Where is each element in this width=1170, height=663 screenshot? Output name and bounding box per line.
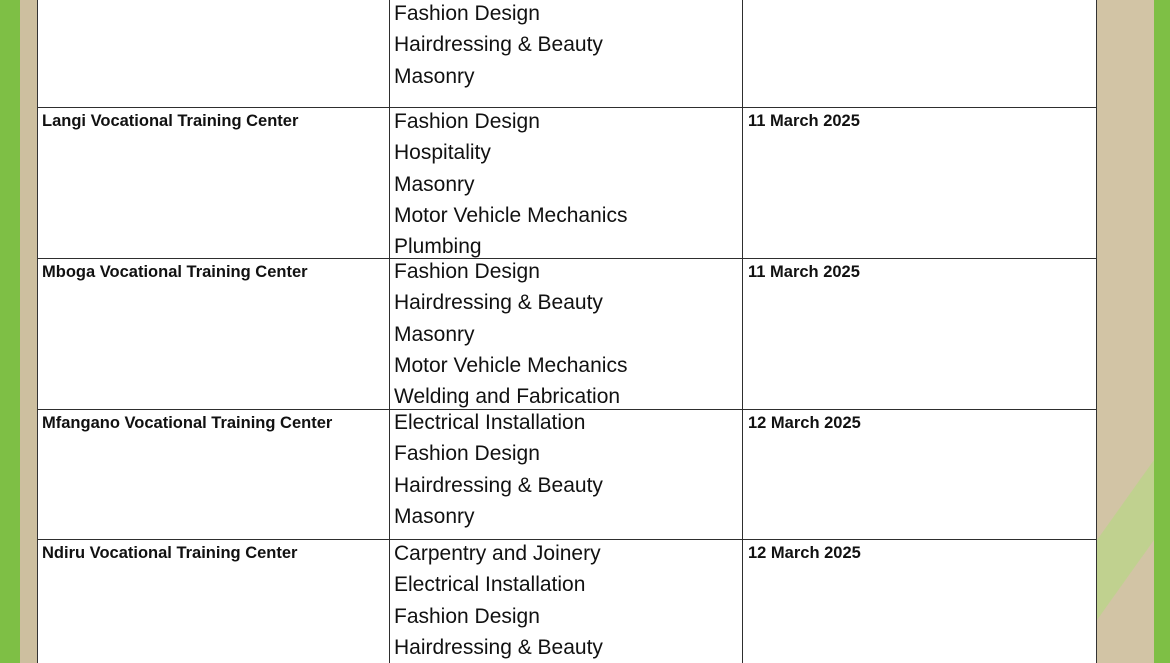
- table-row: [37, 0, 1097, 108]
- center-name: Mfangano Vocational Training Center: [42, 414, 333, 432]
- center-name: Mboga Vocational Training Center: [42, 263, 308, 281]
- course-item: Fashion Design: [394, 260, 540, 283]
- center-name: Ndiru Vocational Training Center: [42, 544, 298, 562]
- course-list: [394, 0, 603, 92]
- course-list: [394, 407, 603, 532]
- course-item: Welding and Fabrication: [394, 385, 621, 409]
- left-green-border: [0, 0, 20, 663]
- course-item: Plumbing: [394, 235, 482, 259]
- table-right-border: [1096, 0, 1097, 663]
- table-row: [37, 108, 1097, 259]
- table-row: [37, 410, 1097, 540]
- right-tan-margin: [1097, 0, 1154, 663]
- course-item: Masonry: [394, 64, 475, 88]
- course-item: Fashion Design: [394, 2, 540, 25]
- interview-date: 11 March 2025: [748, 263, 860, 281]
- table-left-border: [37, 0, 38, 663]
- decorative-green-stripe: [1097, 0, 1154, 663]
- course-item: Masonry: [394, 322, 475, 346]
- right-green-border: [1154, 0, 1170, 663]
- table-row: [37, 540, 1097, 663]
- course-item: Hairdressing & Beauty: [394, 473, 603, 497]
- course-item: Masonry: [394, 504, 475, 528]
- course-list: [394, 256, 627, 412]
- left-tan-margin: [20, 0, 37, 663]
- course-item: Hairdressing & Beauty: [394, 33, 603, 57]
- course-item: Carpentry and Joinery: [394, 542, 601, 565]
- interview-date: 11 March 2025: [748, 112, 860, 130]
- course-item: Fashion Design: [394, 604, 540, 628]
- column-divider: [389, 0, 390, 663]
- schedule-table: [37, 0, 1097, 663]
- course-item: Hairdressing & Beauty: [394, 635, 603, 659]
- interview-date: 12 March 2025: [748, 544, 861, 562]
- course-item: Hairdressing & Beauty: [394, 291, 603, 315]
- course-list: [394, 106, 627, 262]
- course-list: [394, 538, 603, 663]
- course-item: Fashion Design: [394, 110, 540, 133]
- course-item: Hospitality: [394, 141, 491, 165]
- interview-date: 12 March 2025: [748, 414, 861, 432]
- course-item: Masonry: [394, 172, 475, 196]
- course-item: Electrical Installation: [394, 573, 586, 597]
- course-item: Motor Vehicle Mechanics: [394, 353, 628, 377]
- center-name: Langi Vocational Training Center: [42, 112, 299, 130]
- table-row: [37, 259, 1097, 410]
- course-item: Electrical Installation: [394, 411, 586, 434]
- column-divider: [742, 0, 743, 663]
- course-item: Fashion Design: [394, 442, 540, 466]
- course-item: Motor Vehicle Mechanics: [394, 203, 628, 227]
